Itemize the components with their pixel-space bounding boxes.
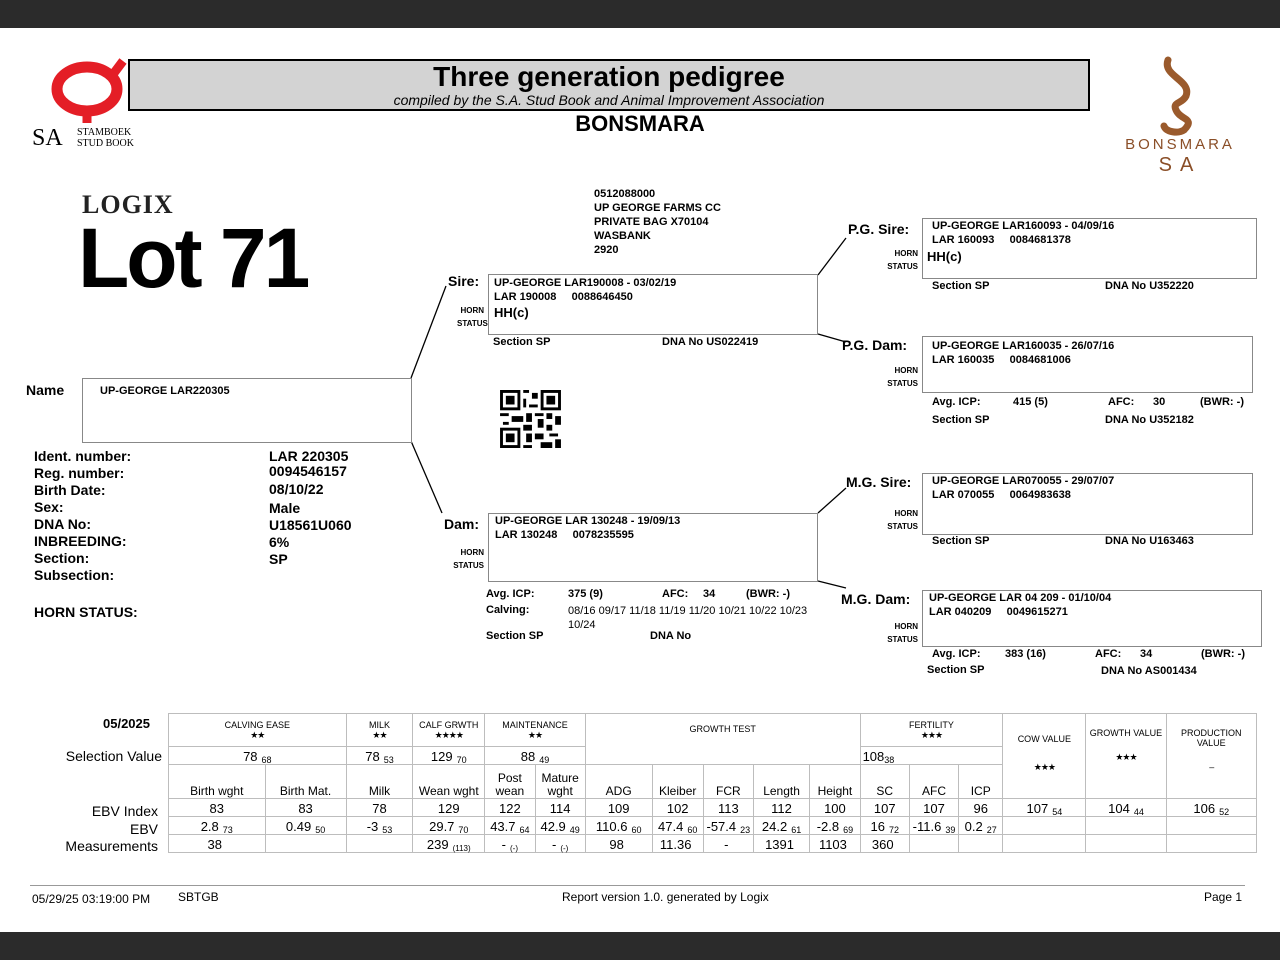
cow-value-header: COW VALUE ★★★ bbox=[1003, 714, 1086, 799]
maintenance-stars-icon: ★★ bbox=[527, 729, 543, 740]
horn-word: HORN bbox=[460, 306, 484, 315]
sire-name: UP-GEORGE LAR190008 - 03/02/19 bbox=[494, 277, 677, 289]
milk-header: MILK ★★ bbox=[346, 714, 413, 747]
growth-value-stars-icon: ★★★ bbox=[1115, 752, 1137, 762]
dam-section: Section SP bbox=[486, 630, 544, 642]
sv-calf-growth: 129 $_{70}$ bbox=[413, 747, 485, 765]
horn-status-label: HORN STATUS: bbox=[34, 604, 138, 620]
sire-dna: DNA No US022419 bbox=[662, 336, 759, 348]
dam-afc-label: AFC: bbox=[662, 588, 689, 600]
pg-dam-bwr: (BWR: -) bbox=[1200, 396, 1244, 408]
ebv-cell: -57.4 $_{23}$ bbox=[703, 817, 753, 835]
measurement-cell: 38 bbox=[169, 835, 266, 853]
mg-sire-dna: DNA No U163463 bbox=[1105, 535, 1194, 547]
dam-ids: LAR 130248 0078235595 bbox=[495, 529, 634, 541]
mg-dam-avg-icp: 383 (16) bbox=[1005, 648, 1046, 660]
col-birth-wght: Birth wght bbox=[169, 765, 266, 799]
measurement-cell bbox=[265, 835, 346, 853]
birth-date-value: 08/10/22 bbox=[269, 481, 324, 497]
sv-maintenance: 88 $_{49}$ bbox=[485, 747, 586, 765]
breed-heading: BONSMARA bbox=[575, 111, 705, 136]
dna-value: U18561U060 bbox=[269, 517, 352, 533]
section-label: Section: bbox=[34, 550, 90, 566]
empty-value-cell bbox=[1003, 835, 1086, 853]
dam-avg-icp: 375 (9) bbox=[568, 588, 603, 600]
mg-sire-ids: LAR 070055 0064983638 bbox=[932, 489, 1071, 501]
growth-value-header: GROWTH VALUE ★★★ bbox=[1086, 714, 1166, 799]
measurement-cell bbox=[909, 835, 958, 853]
horn-word: HORN bbox=[894, 622, 918, 631]
breeder-name: UP GEORGE FARMS CC bbox=[594, 202, 721, 214]
viewer-top-bar bbox=[0, 0, 1280, 28]
breeder-code: 2920 bbox=[594, 244, 619, 256]
pg-sire-horn: HH(c) bbox=[927, 249, 962, 264]
ebv-index-cell: 102 bbox=[652, 799, 703, 817]
mg-dam-ids: LAR 040209 0049615271 bbox=[929, 606, 1068, 618]
footer-user: SBTGB bbox=[178, 890, 219, 904]
pg-sire-box bbox=[922, 218, 1257, 279]
mg-sire-name: UP-GEORGE LAR070055 - 29/07/07 bbox=[932, 475, 1115, 487]
ebv-cell: 24.2 $_{61}$ bbox=[753, 817, 809, 835]
section-value: SP bbox=[269, 551, 288, 567]
inbreeding-value: 6% bbox=[269, 534, 290, 550]
dam-bwr: (BWR: -) bbox=[746, 588, 790, 600]
dam-label: Dam: bbox=[444, 516, 480, 532]
pg-sire-ids: LAR 160093 0084681378 bbox=[932, 234, 1071, 246]
sex-label: Sex: bbox=[34, 499, 64, 515]
ebv-index-row bbox=[169, 799, 1257, 817]
measurements-label: Measurements bbox=[65, 838, 158, 854]
footer-divider bbox=[30, 885, 1245, 886]
ebv-cell: 43.7 $_{64}$ bbox=[485, 817, 535, 835]
ebv-cell: 29.7 $_{70}$ bbox=[413, 817, 485, 835]
ebv-cell: 16 $_{72}$ bbox=[860, 817, 909, 835]
lot-number: Lot 71 bbox=[78, 211, 308, 305]
sire-section: Section SP bbox=[493, 336, 551, 348]
col-wean-wght: Wean wght bbox=[413, 765, 485, 799]
ebv-index-cow-value: 107 $_{54}$ bbox=[1003, 799, 1086, 817]
measurement-cell: - bbox=[703, 835, 753, 853]
ebv-index-cell: 83 bbox=[169, 799, 266, 817]
sire-horn: HH(c) bbox=[494, 305, 529, 320]
measurement-cell: 11.36 bbox=[652, 835, 703, 853]
reg-value: 0094546157 bbox=[269, 463, 347, 479]
mg-dam-section: Section SP bbox=[927, 664, 985, 676]
pg-dam-avg-icp: 415 (5) bbox=[1013, 396, 1048, 408]
footer-page: Page 1 bbox=[1204, 890, 1243, 904]
page-title: Three generation pedigree bbox=[433, 61, 785, 92]
ebv-cell: 0.49 $_{50}$ bbox=[265, 817, 346, 835]
mg-dam-box bbox=[922, 590, 1262, 647]
measurement-cell: 1391 bbox=[753, 835, 809, 853]
pg-dam-afc: 30 bbox=[1153, 396, 1166, 408]
calf-growth-header: CALF GRWTH ★★★★ bbox=[413, 714, 485, 747]
empty-value-cell bbox=[1003, 817, 1086, 835]
ebv-index-cell: 114 bbox=[535, 799, 585, 817]
calf-growth-stars-icon: ★★★★ bbox=[434, 729, 463, 740]
status-word: STATUS bbox=[457, 319, 488, 328]
ebv-cell: 2.8 $_{73}$ bbox=[169, 817, 266, 835]
pg-sire-dna: DNA No U352220 bbox=[1105, 280, 1194, 292]
sv-milk: 78 $_{53}$ bbox=[346, 747, 413, 765]
ebv-index-cell: 113 bbox=[703, 799, 753, 817]
logix-logo: LOGIX bbox=[82, 190, 174, 219]
birth-date-label: Birth Date: bbox=[34, 482, 106, 498]
milk-stars-icon: ★★ bbox=[372, 729, 387, 740]
ident-label: Ident. number: bbox=[34, 448, 132, 464]
subsection-label: Subsection: bbox=[34, 567, 115, 583]
col-kleiber: Kleiber bbox=[652, 765, 703, 799]
footer-report: Report version 1.0. generated by Logix bbox=[562, 890, 769, 904]
sex-value: Male bbox=[269, 500, 301, 516]
mg-sire-label: M.G. Sire: bbox=[846, 474, 912, 490]
ebv-index-cell: 100 bbox=[810, 799, 860, 817]
dam-calving-label: Calving: bbox=[486, 604, 530, 616]
empty-value-cell bbox=[1086, 817, 1166, 835]
production-value-stars-icon: – bbox=[1209, 762, 1214, 772]
pg-dam-avg-icp-label: Avg. ICP: bbox=[932, 396, 981, 408]
ebv-index-cell: 83 bbox=[265, 799, 346, 817]
ebv-index-cell: 96 bbox=[959, 799, 1003, 817]
sire-label: Sire: bbox=[448, 273, 480, 289]
calving-ease-stars-icon: ★★ bbox=[250, 729, 265, 740]
qr-code-icon bbox=[500, 390, 561, 448]
ebv-cell: 42.9 $_{49}$ bbox=[535, 817, 585, 835]
selection-value-label: Selection Value bbox=[65, 748, 162, 764]
ebv-index-cell: 107 bbox=[909, 799, 958, 817]
col-mature-wght: Mature wght bbox=[535, 765, 585, 799]
measurement-cell: 360 bbox=[860, 835, 909, 853]
calving-ease-header: CALVING EASE ★★ bbox=[169, 714, 347, 747]
pg-dam-label: P.G. Dam: bbox=[842, 337, 908, 353]
ebv-index-production-value: 106 $_{52}$ bbox=[1166, 799, 1256, 817]
pg-dam-ids: LAR 160035 0084681006 bbox=[932, 354, 1071, 366]
dam-horn-status-label bbox=[448, 546, 484, 572]
pg-dam-section: Section SP bbox=[932, 414, 990, 426]
mg-dam-afc-label: AFC: bbox=[1095, 648, 1122, 660]
dam-afc: 34 bbox=[703, 588, 716, 600]
production-value-header: PRODUCTION VALUE – bbox=[1166, 714, 1256, 799]
dam-calving-dates: 08/16 09/17 11/18 11/19 11/20 10/21 10/22 10/23 10/24 bbox=[568, 605, 808, 631]
pg-sire-name: UP-GEORGE LAR160093 - 04/09/16 bbox=[932, 220, 1115, 232]
page-subtitle: compiled by the S.A. Stud Book and Animal Improvement Association bbox=[393, 92, 825, 108]
sa-logo-line1: STAMBOEK bbox=[77, 127, 132, 138]
sa-logo-line2: STUD BOOK bbox=[77, 138, 134, 149]
empty-value-cell bbox=[1166, 817, 1256, 835]
ebv-label: EBV bbox=[129, 821, 158, 837]
ebv-index-cell: 122 bbox=[485, 799, 535, 817]
pg-sire-section: Section SP bbox=[932, 280, 990, 292]
empty-value-cell bbox=[1086, 835, 1166, 853]
mg-dam-dna: DNA No AS001434 bbox=[1101, 665, 1197, 677]
sire-horn-status-label bbox=[457, 304, 488, 330]
mg-dam-label: M.G. Dam: bbox=[841, 591, 911, 607]
mg-sire-horn-status-label bbox=[880, 507, 918, 533]
measurement-cell: - $_{(-)}$ bbox=[535, 835, 585, 853]
fertility-stars-icon: ★★★ bbox=[920, 729, 943, 740]
horn-word: HORN bbox=[460, 548, 484, 557]
growth-test-header: GROWTH TEST bbox=[585, 714, 860, 765]
animal-name: UP-GEORGE LAR220305 bbox=[100, 385, 230, 397]
measurement-cell: 98 bbox=[585, 835, 652, 853]
pg-dam-dna: DNA No U352182 bbox=[1105, 414, 1194, 426]
ebv-index-cell: 78 bbox=[346, 799, 413, 817]
sv-fertility: $108_{38}$ bbox=[860, 747, 1003, 765]
mg-dam-afc: 34 bbox=[1140, 648, 1153, 660]
ebv-index-cell: 129 bbox=[413, 799, 485, 817]
mg-dam-avg-icp-label: Avg. ICP: bbox=[932, 648, 981, 660]
mg-dam-bwr: (BWR: -) bbox=[1201, 648, 1245, 660]
pg-dam-box bbox=[922, 336, 1253, 393]
ebv-cell: -11.6 $_{39}$ bbox=[909, 817, 958, 835]
sv-calving-ease: 78 $_{68}$ bbox=[169, 747, 347, 765]
horn-word: HORN bbox=[894, 366, 918, 375]
dam-avg-icp-label: Avg. ICP: bbox=[486, 588, 535, 600]
measurement-cell bbox=[959, 835, 1003, 853]
status-word: STATUS bbox=[887, 635, 918, 644]
bonsmara-logo-line2: SA bbox=[1158, 154, 1202, 176]
animal-name-box bbox=[82, 378, 412, 443]
pg-sire-horn-status-label bbox=[880, 247, 918, 273]
sa-logo-letters: SA bbox=[32, 125, 63, 151]
fertility-header: FERTILITY ★★★ bbox=[860, 714, 1003, 747]
measurement-cell: - $_{(-)}$ bbox=[485, 835, 535, 853]
mg-sire-box bbox=[922, 473, 1253, 535]
measurement-cell: 1103 bbox=[810, 835, 860, 853]
ebv-table bbox=[168, 713, 1257, 853]
mg-sire-section: Section SP bbox=[932, 535, 990, 547]
measurement-cell: 239 $_{(113)}$ bbox=[413, 835, 485, 853]
pg-dam-horn-status-label bbox=[880, 364, 918, 390]
ebv-index-cell: 107 bbox=[860, 799, 909, 817]
dam-dna: DNA No bbox=[650, 630, 692, 642]
ebv-date: 05/2025 bbox=[103, 716, 150, 731]
col-post-wean: Post wean bbox=[485, 765, 535, 799]
pg-dam-afc-label: AFC: bbox=[1108, 396, 1135, 408]
mg-dam-horn-status-label bbox=[880, 620, 918, 646]
mg-dam-name: UP-GEORGE LAR 04 209 - 01/10/04 bbox=[929, 592, 1112, 604]
ebv-cell: 0.2 $_{27}$ bbox=[959, 817, 1003, 835]
ebv-index-cell: 109 bbox=[585, 799, 652, 817]
col-length: Length bbox=[753, 765, 809, 799]
name-label: Name bbox=[26, 382, 65, 398]
measurements-row bbox=[169, 835, 1257, 853]
ebv-cell: -3 $_{53}$ bbox=[346, 817, 413, 835]
footer-timestamp: 05/29/25 03:19:00 PM bbox=[32, 892, 151, 906]
status-word: STATUS bbox=[887, 379, 918, 388]
sire-box bbox=[488, 274, 818, 335]
pg-sire-label: P.G. Sire: bbox=[848, 221, 910, 237]
col-fcr: FCR bbox=[703, 765, 753, 799]
ebv-row bbox=[169, 817, 1257, 835]
horn-word: HORN bbox=[894, 249, 918, 258]
ebv-index-cell: 112 bbox=[753, 799, 809, 817]
ebv-cell: -2.8 $_{69}$ bbox=[810, 817, 860, 835]
pg-dam-name: UP-GEORGE LAR160035 - 26/07/16 bbox=[932, 340, 1115, 352]
ebv-cell: 110.6 $_{60}$ bbox=[585, 817, 652, 835]
ebv-cell: 47.4 $_{60}$ bbox=[652, 817, 703, 835]
col-milk: Milk bbox=[346, 765, 413, 799]
col-afc: AFC bbox=[909, 765, 958, 799]
dam-box bbox=[488, 513, 818, 582]
animal-values bbox=[269, 448, 352, 568]
status-word: STATUS bbox=[453, 561, 484, 570]
breeder-postal: PRIVATE BAG X70104 bbox=[594, 216, 709, 228]
col-sc: SC bbox=[860, 765, 909, 799]
status-word: STATUS bbox=[887, 262, 918, 271]
dna-label: DNA No: bbox=[34, 516, 92, 532]
ebv-group-header-row bbox=[169, 714, 1257, 747]
measurement-cell bbox=[346, 835, 413, 853]
maintenance-header: MAINTENANCE ★★ bbox=[485, 714, 586, 747]
viewer-bottom-bar bbox=[0, 932, 1280, 960]
bonsmara-logo-line1: BONSMARA bbox=[1125, 136, 1235, 153]
pedigree-page bbox=[0, 28, 1280, 932]
breeder-town: WASBANK bbox=[594, 230, 651, 242]
ebv-index-label: EBV Index bbox=[91, 803, 158, 819]
col-adg: ADG bbox=[585, 765, 652, 799]
col-height: Height bbox=[810, 765, 860, 799]
ebv-index-growth-value: 104 $_{44}$ bbox=[1086, 799, 1166, 817]
status-word: STATUS bbox=[887, 522, 918, 531]
inbreeding-label: INBREEDING: bbox=[34, 533, 127, 549]
sire-ids: LAR 190008 0088646450 bbox=[494, 291, 633, 303]
empty-value-cell bbox=[1166, 835, 1256, 853]
ident-value: LAR 220305 bbox=[269, 448, 349, 464]
breeder-phone: 0512088000 bbox=[594, 188, 656, 200]
horn-word: HORN bbox=[894, 509, 918, 518]
dam-name: UP-GEORGE LAR 130248 - 19/09/13 bbox=[495, 515, 681, 527]
reg-label: Reg. number: bbox=[34, 465, 125, 481]
cow-value-stars-icon: ★★★ bbox=[1033, 762, 1055, 772]
animal-details bbox=[34, 448, 131, 584]
col-icp: ICP bbox=[959, 765, 1003, 799]
col-birth-mat: Birth Mat. bbox=[265, 765, 346, 799]
